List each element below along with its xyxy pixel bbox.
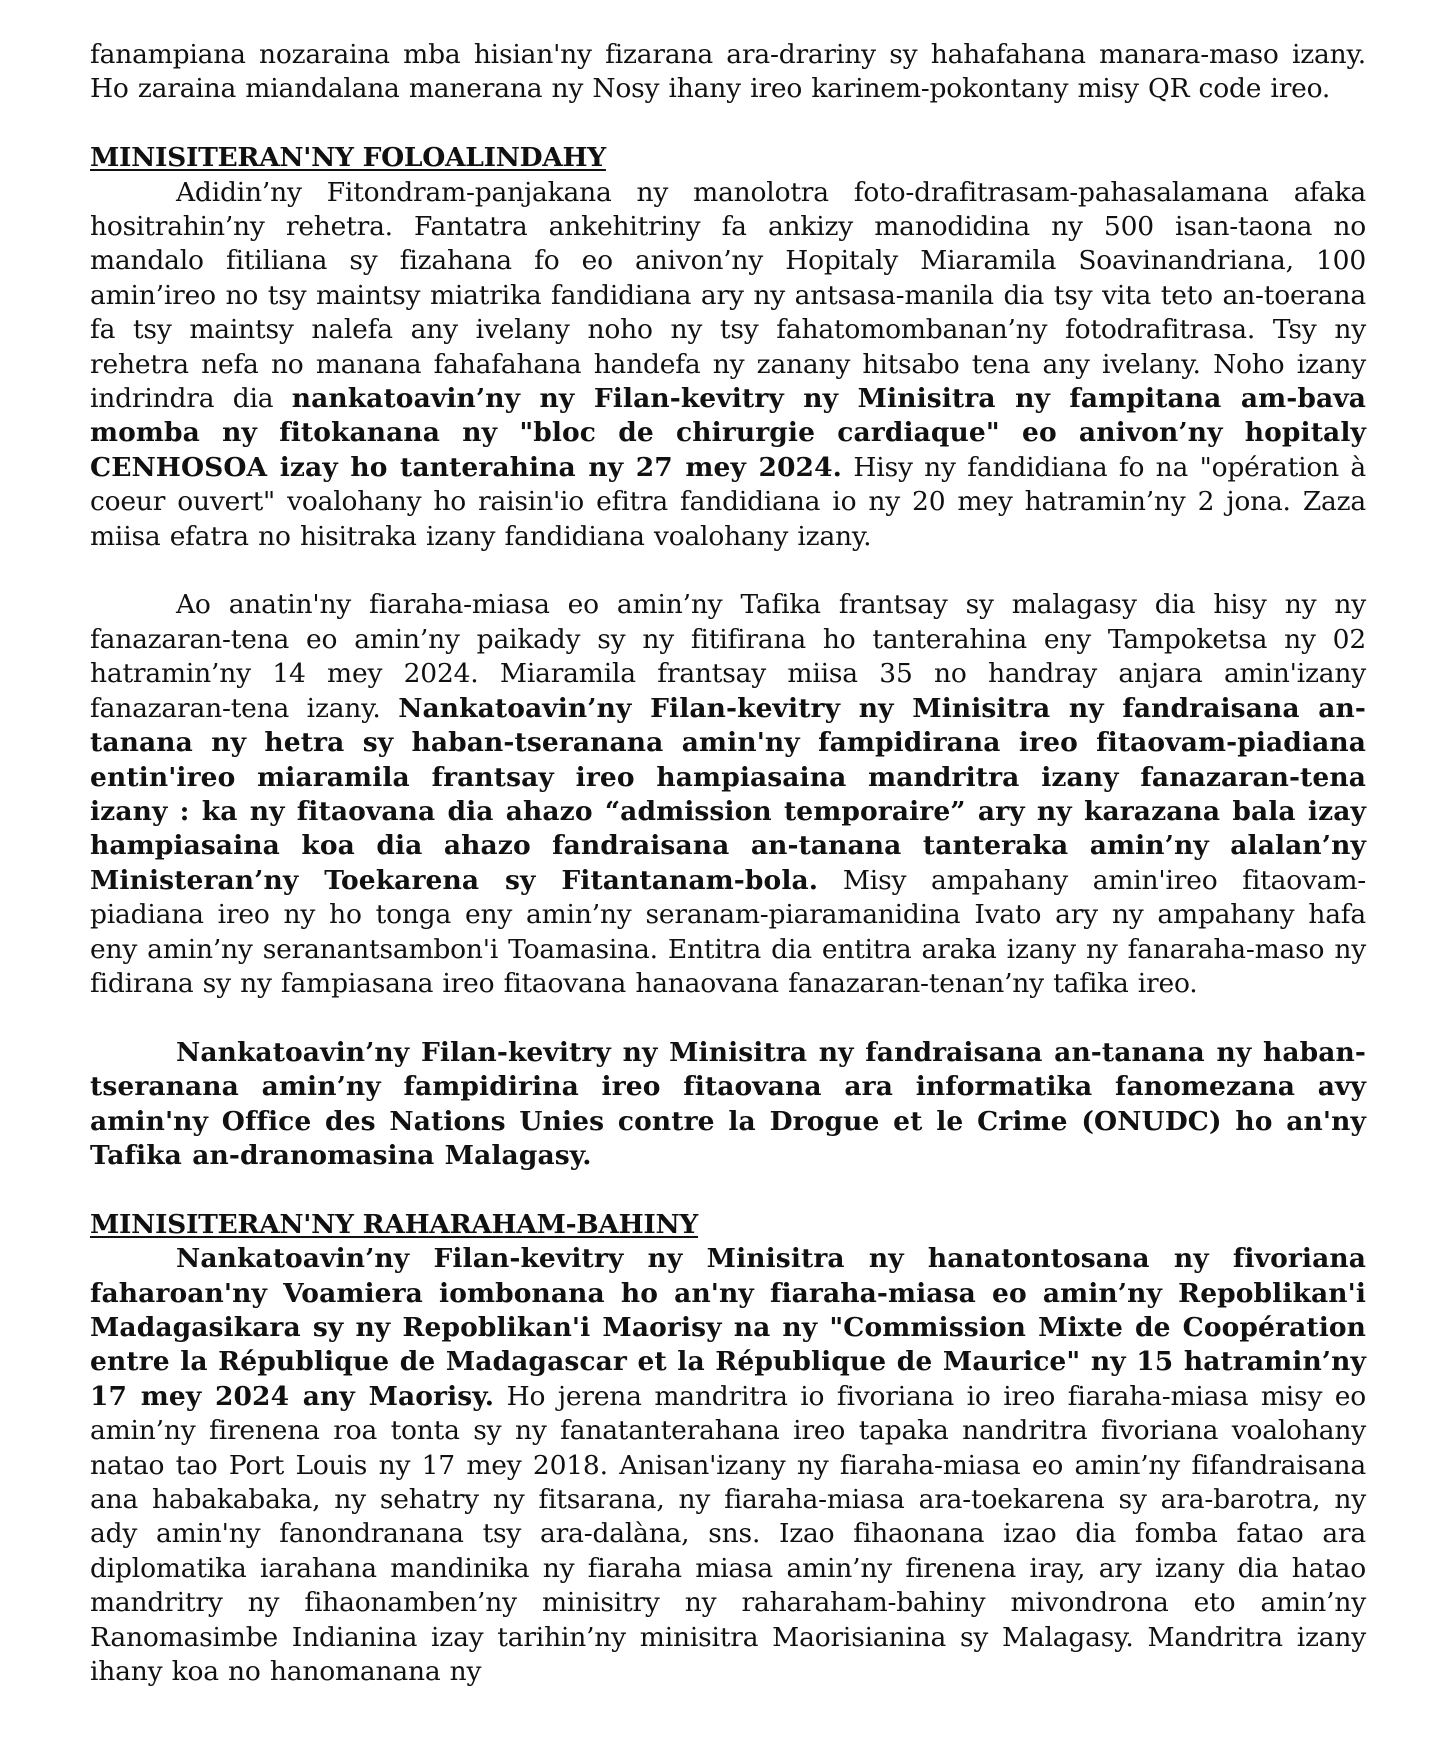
section-heading-foreign-affairs: MINISITERAN'NY RAHARAHAM-BAHINY — [90, 1208, 699, 1240]
defense-p2-text-b: Misy ampahany amin'ireo fitaovam-piadiana ireo ny ho tonga eny amin’ny seranam-piaramanidina Ivato ary ny ampahany hafa eny amin’ny seranantsambon'i Toamasina. Entitra dia entitra araka izany ny fanaraha-maso ny fidirana sy ny fampiasana ireo fitaovana hanaovana fanazaran-tenan’ny tafika ireo. — [90, 864, 1366, 999]
defense-p3-bold: Nankatoavin’ny Filan-kevitry ny Minisitra ny fandraisana an-tanana ny haban-tseranana amin’ny fampidirina ireo fitaovana ara informatika fanomezana avy amin'ny Office des Nations Unies contre la Drogue et le Crime (ONUDC) ho an'ny Tafika an-dranomasina Malagasy. — [90, 1036, 1366, 1171]
spacer — [90, 1173, 1366, 1207]
foreign-p1-text-b: Ho jerena mandritra io fivoriana io ireo fiaraha-miasa misy eo amin’ny firenena roa tonta sy ny fanatanterahana ireo tapaka nandritra fivoriana voalohany natao tao Port Louis ny 17 mey 2018. Anisan'izany ny fiaraha-miasa eo amin’ny fifandraisana ana habakabaka, ny sehatry ny fitsarana, ny fiaraha-miasa ara-toekarena sy ara-barotra, ny ady amin'ny fanondranana tsy ara-dalàna, sns. Izao fihaonana izao dia fomba fatao ara diplomatika iarahana mandinika ny fiaraha miasa amin’ny firenena iray, ary izany dia hatao mandritry ny fihaonamben’ny minisitry ny raharaham-bahiny mivondrona eto amin’ny Ranomasimbe Indianina izay tarihin’ny minisitra Maorisianina sy Malagasy. Mandritra izany ihany koa no hanomanana ny — [90, 1380, 1367, 1688]
defense-p1-bold: nankatoavin’ny ny Filan-kevitry ny Minisitra ny fampitana am-bava momba ny fitokanana ny "bloc de chirurgie cardiaque" eo anivon’ny hopitaly CENHOSOA izay ho tanterahina ny 27 mey 2024. — [90, 383, 1366, 483]
spacer — [90, 554, 1366, 588]
defense-p2-text-a: Ao anatin'ny fiaraha-miasa eo amin’ny Tafika frantsay sy malagasy dia hisy ny ny fanazaran-tena eo amin’ny paikady sy ny fitifirana ho tanterahina eny Tampoketsa ny 02 hatramin’ny 14 mey 2024. Miaramila frantsay miisa 35 no handray anjara amin'izany fanazaran-tena izany. — [90, 589, 1366, 724]
intro-paragraph — [90, 38, 1366, 107]
defense-paragraph-2 — [90, 588, 1366, 1001]
spacer — [90, 1001, 1366, 1035]
defense-p1-text-b: Hisy ny fandidiana fo na "opération à coeur ouvert" voalohany ho raisin'io efitra fandidiana io ny 20 mey hatramin’ny 2 jona. Zaza miisa efatra no hisitraka izany fandidiana voalohany izany. — [90, 451, 1367, 552]
defense-paragraph-1 — [90, 176, 1366, 554]
foreign-p1-bold: Nankatoavin’ny Filan-kevitry ny Minisitra ny hanatontosana ny fivoriana faharoan'ny Voamiera iombonana ho an'ny fiaraha-miasa eo amin’ny Repoblikan'i Madagasikara sy ny Repoblikan'i Maorisy na ny "Commission Mixte de Coopération entre la République de Madagascar et la République de Maurice" ny 15 hatramin’ny 17 mey 2024 any Maorisy. — [90, 1243, 1366, 1412]
intro-text: fanampiana nozaraina mba hisian'ny fizarana ara-drariny sy hahafahana manara-maso izany. Ho zaraina miandalana manerana ny Nosy ihany ireo karinem-pokontany misy QR code ireo. — [90, 39, 1366, 105]
spacer — [90, 107, 1366, 141]
defense-paragraph-3 — [90, 1036, 1366, 1174]
section-heading-defense: MINISITERAN'NY FOLOALINDAHY — [90, 142, 606, 174]
defense-p2-bold: Nankatoavin’ny Filan-kevitry ny Minisitra ny fandraisana an-tanana ny hetra sy haban-tseranana amin'ny fampidirana ireo fitaovam-piadiana entin'ireo miaramila frantsay ireo hampiasaina mandritra izany fanazaran-tena izany : ka ny fitaovana dia ahazo “admission temporaire” ary ny karazana bala izay hampiasaina koa dia ahazo fandraisana an-tanana tanteraka amin’ny alalan’ny Ministeran’ny Toekarena sy Fitantanam-bola. — [90, 692, 1366, 896]
foreign-paragraph-1 — [90, 1242, 1366, 1689]
defense-p1-text-a: Adidin’ny Fitondram-panjakana ny manolotra foto-drafitrasam-pahasalamana afaka hositrahin’ny rehetra. Fantatra ankehitriny fa ankizy manodidina ny 500 isan-taona no mandalo fitiliana sy fizahana fo eo anivon’ny Hopitaly Miaramila Soavinandriana, 100 amin’ireo no tsy maintsy miatrika fandidiana ary ny antsasa-manila dia tsy vita teto an-toerana fa tsy maintsy nalefa any ivelany noho ny tsy fahatomombanan’ny fotodrafitrasa. Tsy ny rehetra nefa no manana fahafahana handefa ny zanany hitsabo tena any ivelany. Noho izany indrindra dia — [90, 176, 1366, 415]
